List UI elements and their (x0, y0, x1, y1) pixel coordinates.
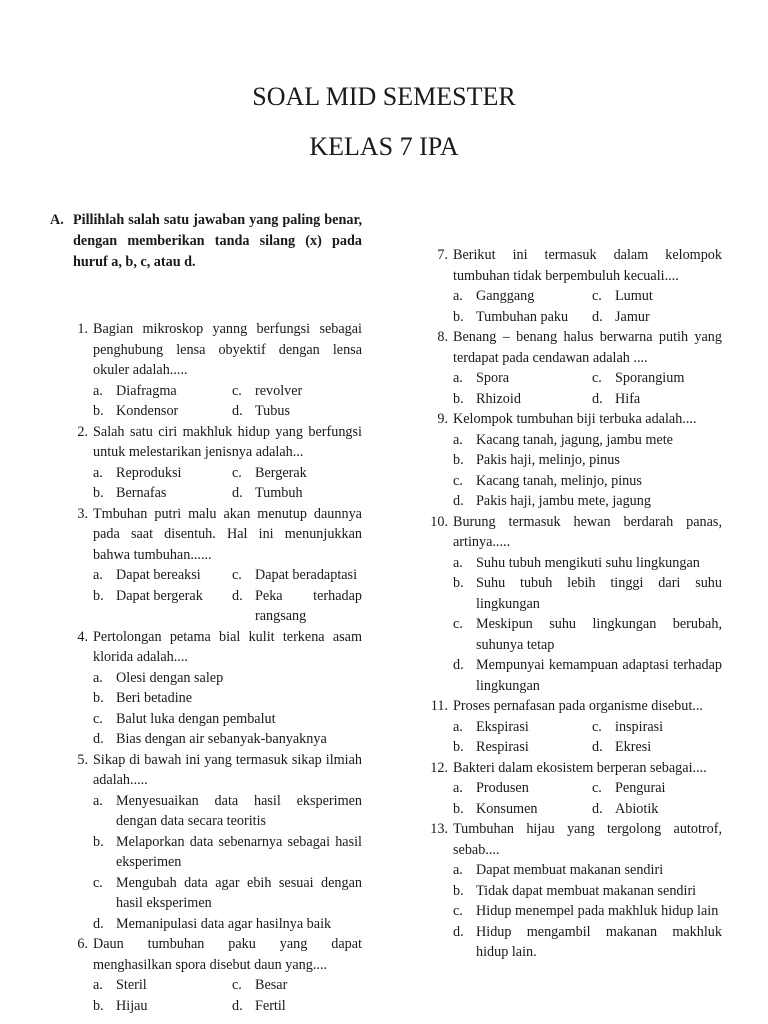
answer-option (232, 381, 362, 402)
question-item (52, 422, 362, 504)
answer-options (453, 778, 722, 819)
option-letter: c. (232, 977, 242, 993)
option-letter: c. (453, 472, 463, 489)
question-item (52, 934, 362, 1016)
option-letter: c. (453, 616, 463, 632)
answer-option (232, 463, 362, 484)
answer-option (93, 873, 362, 914)
answer-options (453, 860, 722, 963)
answer-option (453, 799, 592, 820)
option-letter: d. (232, 587, 243, 604)
option-letter: b. (93, 997, 104, 1014)
answer-option (592, 737, 722, 758)
question-text: Benang – benang halus berwarna putih yang terdapat pada cendawan adalah .... (453, 329, 722, 366)
question-number: 4. (77, 628, 88, 645)
question-item (52, 750, 362, 935)
question-number: 9. (437, 411, 448, 427)
answer-option (453, 389, 592, 410)
option-letter: d. (93, 731, 104, 747)
option-text: Abiotik (615, 800, 659, 817)
option-letter: b. (453, 452, 464, 468)
option-text: Suhu tubuh mengikuti suhu lingkungan (476, 554, 700, 571)
question-text: Burung termasuk hewan berdarah panas, artinya..... (453, 513, 722, 550)
answer-option (453, 368, 592, 389)
answer-option (453, 471, 722, 492)
right-column (412, 245, 722, 963)
answer-options (93, 565, 362, 627)
answer-options (93, 381, 362, 422)
section-instruction (50, 210, 362, 273)
answer-option (453, 922, 722, 963)
answer-option (453, 491, 722, 512)
option-letter: c. (592, 288, 602, 304)
answer-option (592, 389, 722, 410)
answer-option (453, 860, 722, 881)
option-text: Fertil (255, 997, 286, 1014)
question-item (412, 327, 722, 409)
option-letter: b. (93, 587, 104, 604)
option-text: Hijau (116, 997, 148, 1014)
option-letter: c. (592, 780, 602, 796)
option-letter: a. (93, 464, 103, 481)
option-letter: c. (232, 464, 242, 481)
option-letter: a. (453, 431, 463, 448)
option-letter: c. (232, 382, 242, 399)
answer-option (232, 483, 362, 504)
page-subtitle: KELAS 7 IPA (309, 132, 459, 161)
option-letter: c. (592, 370, 602, 386)
option-text: Meskipun suhu lingkungan berubah, suhunya tetap (476, 616, 722, 653)
option-letter: b. (453, 390, 464, 407)
option-text: Respirasi (476, 739, 529, 755)
option-text: Dapat membuat makanan sendiri (476, 862, 664, 878)
option-letter: d. (592, 390, 603, 407)
answer-option (453, 655, 722, 696)
option-text: Olesi dengan salep (116, 669, 224, 686)
question-item (412, 409, 722, 512)
option-text: Besar (255, 977, 288, 993)
question-number: 5. (77, 751, 88, 768)
question-text: Bakteri dalam ekosistem berperan sebagai.... (453, 759, 707, 776)
question-item (412, 512, 722, 697)
question-item (412, 696, 722, 758)
answer-option (592, 286, 722, 307)
answer-option (93, 709, 362, 730)
question-number: 11. (430, 698, 448, 714)
section-text: Pillihlah salah satu jawaban yang paling benar, dengan memberikan tanda silang (x) pada huruf a, b, c, atau d. (73, 212, 362, 270)
answer-option (592, 799, 722, 820)
option-text: Hidup menempel pada makhluk hidup lain (476, 903, 719, 919)
option-text: Beri betadine (116, 690, 193, 706)
answer-option (232, 401, 362, 422)
option-letter: d. (232, 997, 243, 1014)
question-item (52, 504, 362, 627)
answer-options (93, 463, 362, 504)
question-number: 8. (437, 329, 448, 345)
option-letter: a. (93, 382, 103, 399)
answer-options (453, 368, 722, 409)
option-text: Dapat beradaptasi (255, 567, 358, 583)
option-letter: a. (453, 780, 463, 796)
option-text: Rhizoid (476, 390, 521, 407)
section-letter: A. (50, 212, 64, 228)
answer-option (453, 881, 722, 902)
option-letter: d. (453, 923, 464, 940)
option-text: Konsumen (476, 800, 538, 817)
option-letter: b. (93, 485, 104, 501)
option-letter: a. (453, 370, 463, 386)
answer-option (453, 614, 722, 655)
answer-option (453, 901, 722, 922)
answer-option (453, 286, 592, 307)
answer-option (93, 729, 362, 750)
option-text: Pakis haji, melinjo, pinus (476, 452, 620, 468)
answer-option (93, 832, 362, 873)
option-letter: b. (453, 308, 464, 325)
option-letter: c. (93, 710, 103, 727)
question-number: 12. (430, 759, 448, 776)
question-item (412, 819, 722, 963)
option-letter: d. (592, 308, 603, 325)
option-text: Dapat bergerak (116, 587, 203, 604)
option-text: Sporangium (615, 370, 685, 386)
option-text: Tidak dapat membuat makanan sendiri (476, 882, 697, 899)
option-text: Ekspirasi (476, 718, 529, 735)
answer-option (232, 565, 362, 586)
answer-option (93, 914, 362, 935)
question-item (412, 758, 722, 820)
option-text: inspirasi (615, 718, 664, 735)
option-letter: b. (93, 403, 104, 419)
option-letter: d. (232, 485, 243, 501)
option-text: Produsen (476, 780, 529, 796)
answer-option (592, 368, 722, 389)
option-text: Peka terhadap rangsang (255, 587, 362, 624)
answer-option (93, 483, 232, 504)
answer-option (93, 463, 232, 484)
question-number: 7. (437, 247, 448, 263)
question-number: 6. (77, 936, 88, 952)
option-text: Memanipulasi data agar hasilnya baik (116, 915, 332, 932)
option-letter: a. (453, 718, 463, 735)
option-text: Diafragma (116, 382, 177, 399)
option-text: Tumbuhan paku (476, 308, 569, 325)
answer-option (93, 996, 232, 1017)
question-number: 13. (430, 821, 448, 837)
option-letter: a. (93, 669, 103, 686)
option-text: Bernafas (116, 485, 167, 501)
option-letter: b. (93, 833, 104, 850)
left-column (52, 319, 362, 1016)
option-letter: a. (93, 977, 103, 993)
question-text: Kelompok tumbuhan biji terbuka adalah.... (453, 411, 697, 427)
option-letter: c. (592, 718, 602, 735)
option-text: Kondensor (116, 403, 179, 419)
question-number: 1. (77, 321, 88, 337)
answer-option (93, 688, 362, 709)
answer-option (453, 307, 592, 328)
option-letter: d. (453, 657, 464, 673)
option-text: Spora (476, 370, 510, 386)
answer-option (93, 381, 232, 402)
option-letter: c. (453, 903, 463, 919)
question-number: 2. (77, 423, 88, 440)
answer-option (453, 717, 592, 738)
option-text: Bergerak (255, 464, 307, 481)
answer-option (93, 668, 362, 689)
option-letter: a. (453, 288, 463, 304)
question-item (52, 627, 362, 750)
answer-option (453, 778, 592, 799)
option-letter: c. (232, 567, 242, 583)
option-letter: b. (453, 882, 464, 899)
option-text: Melaporkan data sebenarnya sebagai hasil eksperimen (116, 833, 362, 870)
option-letter: b. (453, 575, 464, 591)
answer-options (453, 553, 722, 697)
question-text: Proses pernafasan pada organisme disebut... (453, 698, 703, 714)
answer-options (453, 717, 722, 758)
option-letter: d. (592, 800, 603, 817)
question-text: Pertolongan petama bial kulit terkena asam klorida adalah.... (93, 628, 362, 665)
answer-options (93, 791, 362, 935)
answer-option (93, 586, 232, 627)
option-text: Menyesuaikan data hasil eksperimen dengan data secara teoritis (116, 792, 362, 829)
answer-option (453, 450, 722, 471)
question-item (52, 319, 362, 422)
option-letter: a. (453, 554, 463, 571)
answer-option (93, 975, 232, 996)
answer-options (93, 975, 362, 1016)
question-text: Tumbuhan hijau yang tergolong autotrof, sebab.... (453, 821, 722, 858)
answer-option (232, 586, 362, 627)
question-text: Tmbuhan putri malu akan menutup daunnya pada saat disentuh. Hal ini menunjukkan bahwa tumbuhan...... (93, 505, 362, 563)
question-text: Daun tumbuhan paku yang dapat menghasilkan spora disebut daun yang.... (93, 936, 362, 973)
option-letter: c. (93, 874, 103, 891)
answer-option (453, 430, 722, 451)
answer-option (232, 975, 362, 996)
question-text: Bagian mikroskop yanng berfungsi sebagai penghubung lensa obyektif dengan lensa okuler adalah..... (93, 321, 362, 378)
answer-option (232, 996, 362, 1017)
option-text: Steril (116, 977, 147, 993)
answer-option (592, 778, 722, 799)
option-text: Bias dengan air sebanyak-banyaknya (116, 731, 327, 747)
option-letter: a. (93, 567, 103, 583)
option-text: Tubus (255, 403, 290, 419)
option-text: Kacang tanah, jagung, jambu mete (476, 431, 673, 448)
option-text: Pakis haji, jambu mete, jagung (476, 493, 651, 509)
answer-options (453, 286, 722, 327)
option-letter: d. (592, 739, 603, 755)
option-text: revolver (255, 382, 303, 399)
question-text: Sikap di bawah ini yang termasuk sikap ilmiah adalah..... (93, 751, 362, 788)
option-text: Balut luka dengan pembalut (116, 710, 276, 727)
page-title: SOAL MID SEMESTER (252, 82, 516, 111)
option-text: Hidup mengambil makanan makhluk hidup lain. (476, 923, 722, 960)
option-text: Pengurai (615, 780, 666, 796)
option-text: Reproduksi (116, 464, 182, 481)
question-number: 3. (77, 505, 88, 522)
option-letter: b. (453, 739, 464, 755)
question-number: 10. (430, 513, 448, 530)
option-letter: b. (93, 690, 104, 706)
option-text: Lumut (615, 288, 653, 304)
option-letter: d. (93, 915, 104, 932)
option-text: Suhu tubuh lebih tinggi dari suhu lingkungan (476, 575, 722, 612)
answer-option (592, 307, 722, 328)
question-text: Salah satu ciri makhluk hidup yang berfungsi untuk melestarikan jenisnya adalah... (93, 423, 362, 460)
option-letter: a. (93, 792, 103, 809)
option-text: Mengubah data agar ebih sesuai dengan hasil eksperimen (116, 874, 362, 911)
question-item (412, 245, 722, 327)
option-text: Jamur (615, 308, 650, 325)
answer-option (93, 791, 362, 832)
option-text: Hifa (615, 390, 641, 407)
answer-option (592, 717, 722, 738)
question-text: Berikut ini termasuk dalam kelompok tumbuhan tidak berpembuluh kecuali.... (453, 247, 722, 284)
answer-option (93, 565, 232, 586)
option-text: Ekresi (615, 739, 652, 755)
answer-options (453, 430, 722, 512)
answer-option (453, 553, 722, 574)
option-letter: a. (453, 862, 463, 878)
option-letter: d. (453, 493, 464, 509)
option-text: Ganggang (476, 288, 535, 304)
answer-option (453, 573, 722, 614)
option-text: Mempunyai kemampuan adaptasi terhadap lingkungan (476, 657, 722, 694)
option-text: Kacang tanah, melinjo, pinus (476, 472, 642, 489)
answer-option (453, 737, 592, 758)
option-text: Tumbuh (255, 485, 303, 501)
answer-option (93, 401, 232, 422)
option-letter: d. (232, 403, 243, 419)
answer-options (93, 668, 362, 750)
option-text: Dapat bereaksi (116, 567, 201, 583)
option-letter: b. (453, 800, 464, 817)
